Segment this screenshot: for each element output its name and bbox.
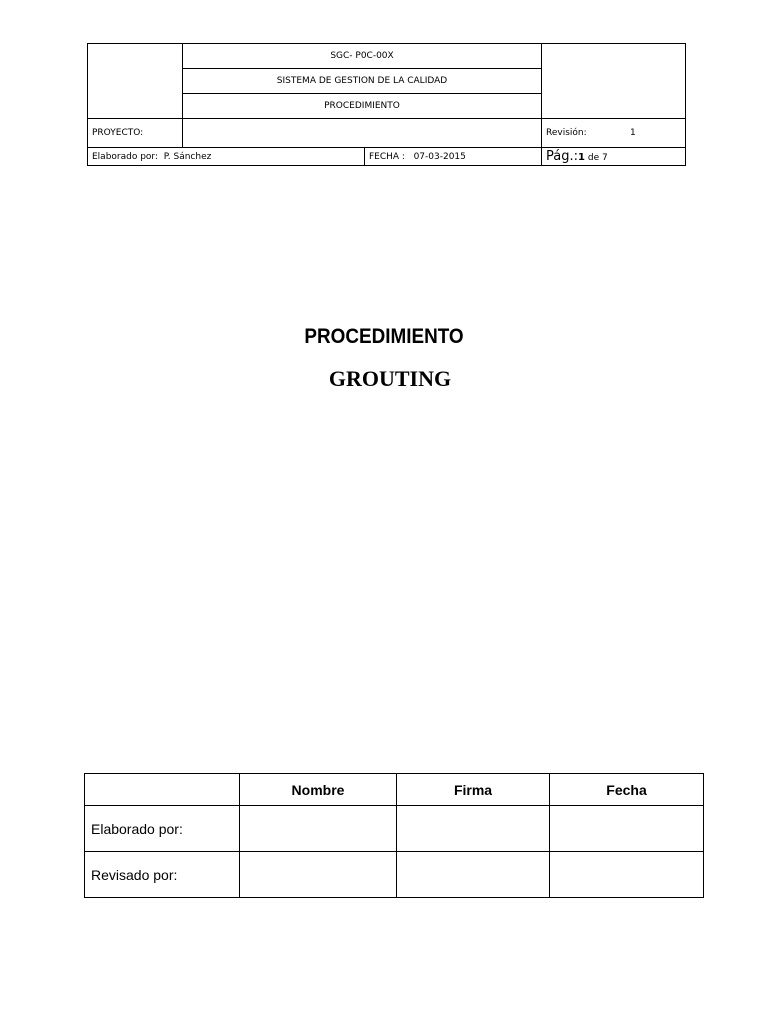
project-value [183, 119, 542, 148]
page-title: PROCEDIMIENTO [304, 325, 464, 348]
elaborated-label: Elaborado por: [92, 151, 159, 162]
document-type: PROCEDIMIENTO [183, 94, 542, 119]
column-header-fecha: Fecha [550, 774, 704, 806]
page-cell [542, 148, 686, 166]
revision-cell [542, 119, 686, 148]
signature-table [84, 773, 704, 898]
system-name: SISTEMA DE GESTION DE LA CALIDAD [183, 69, 542, 94]
revision-label: Revisión: [546, 128, 587, 138]
elaborated-value: P. Sánchez [163, 151, 212, 162]
column-header-firma: Firma [397, 774, 550, 806]
table-row [85, 852, 704, 898]
revisado-nombre-cell [240, 852, 397, 898]
header-right-cell [542, 44, 686, 119]
revisado-firma-cell [397, 852, 550, 898]
logo-cell [88, 44, 183, 119]
page-total: de 7 [587, 153, 608, 163]
project-label: PROYECTO: [88, 119, 183, 148]
column-header-blank [85, 774, 240, 806]
revisado-fecha-cell [550, 852, 704, 898]
page-subtitle: GROUTING [328, 366, 452, 391]
elaborado-firma-cell [397, 806, 550, 852]
document-code: SGC- P0C-00X [183, 44, 542, 69]
row-label-revisado: Revisado por: [85, 852, 240, 898]
page-current: 1 [578, 152, 585, 163]
date-label: FECHA : [369, 151, 405, 162]
column-header-nombre: Nombre [240, 774, 397, 806]
date-value: 07-03-2015 [413, 151, 466, 162]
table-row [85, 806, 704, 852]
date-cell [365, 148, 542, 166]
document-header-table [87, 43, 686, 166]
row-label-elaborado: Elaborado por: [85, 806, 240, 852]
elaborado-nombre-cell [240, 806, 397, 852]
page-label: Pág.: [546, 149, 579, 164]
elaborado-fecha-cell [550, 806, 704, 852]
revision-value: 1 [630, 128, 636, 138]
elaborated-cell [88, 148, 365, 166]
